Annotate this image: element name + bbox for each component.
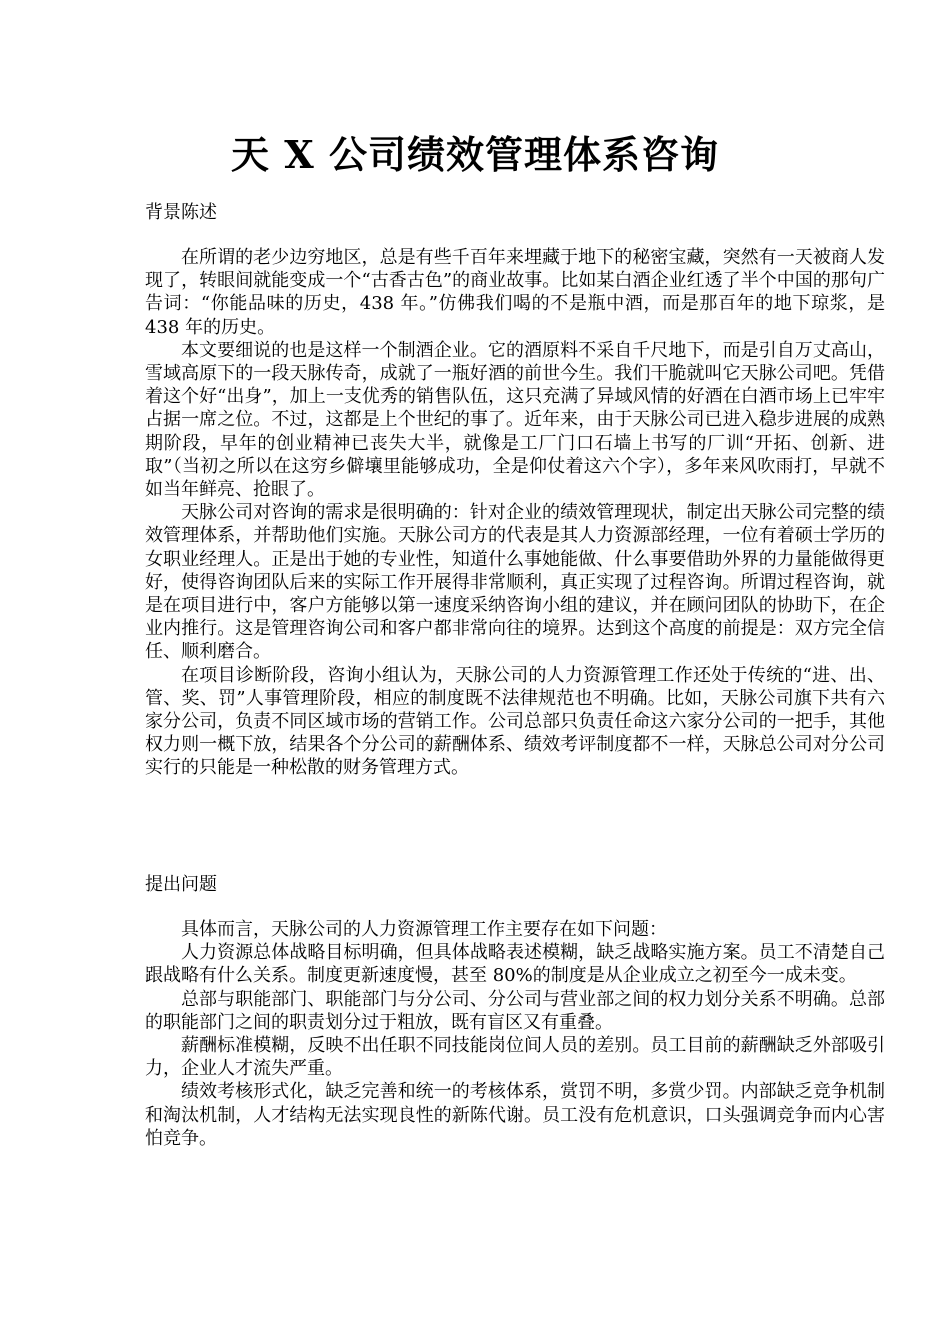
section-heading-problems: 提出问题 [145, 874, 217, 895]
paragraph: 人力资源总体战略目标明确，但具体战略表述模糊，缺乏战略实施方案。员工不清楚自己跟战略有什么关系。制度更新速度慢，甚至 80%的制度是从企业成立之初至今一成未变。 [145, 942, 885, 987]
paragraph: 绩效考核形式化，缺乏完善和统一的考核体系，赏罚不明，多赏少罚。内部缺乏竞争机制和淘汰机制，人才结构无法实现良性的新陈代谢。员工没有危机意识，口头强调竞争而内心害怕竞争。 [145, 1081, 885, 1149]
document-title: 天 X 公司绩效管理体系咨询 [231, 132, 719, 177]
section-body-problems [145, 918, 885, 1150]
paragraph: 在所谓的老少边穷地区，总是有些千百年来埋藏于地下的秘密宝藏，突然有一天被商人发现了，转眼间就能变成一个“古香古色”的商业故事。比如某白酒企业红透了半个中国的那句广告词：“你能品味的历史，438 年。”仿佛我们喝的不是瓶中酒，而是那百年的地下琼浆，是 438 年的历史。 [145, 247, 885, 338]
paragraph: 薪酬标准模糊，反映不出任职不同技能岗位间人员的差别。员工目前的薪酬缺乏外部吸引力，企业人才流失严重。 [145, 1035, 885, 1080]
paragraph: 天脉公司对咨询的需求是很明确的：针对企业的绩效管理现状，制定出天脉公司完整的绩效管理体系，并帮助他们实施。天脉公司方的代表是其人力资源部经理，一位有着硕士学历的女职业经理人。正是出于她的专业性，知道什么事她能做、什么事要借助外界的力量能做得更好，使得咨询团队后来的实际工作开展得非常顺利，真正实现了过程咨询。所谓过程咨询，就是在项目进行中，客户方能够以第一速度采纳咨询小组的建议，并在顾问团队的协助下，在企业内推行。这是管理咨询公司和客户都非常向往的境界。达到这个高度的前提是：双方完全信任、顺利磨合。 [145, 502, 885, 663]
paragraph: 本文要细说的也是这样一个制酒企业。它的酒原料不采自千尺地下，而是引自万丈高山，雪域高原下的一段天脉传奇，成就了一瓶好酒的前世今生。我们干脆就叫它天脉公司吧。凭借着这个好“出身”，加上一支优秀的销售队伍，这只充满了异域风情的好酒在白酒市场上已牢牢占据一席之位。不过，这都是上个世纪的事了。近年来，由于天脉公司已进入稳步进展的成熟期阶段，早年的创业精神已丧失大半，就像是工厂门口石墙上书写的厂训“开拓、创新、进取”（当初之所以在这穷乡僻壤里能够成功，全是仰仗着这六个字），多年来风吹雨打，早就不如当年鲜亮、抢眼了。 [145, 339, 885, 501]
paragraph: 在项目诊断阶段，咨询小组认为，天脉公司的人力资源管理工作还处于传统的“进、出、管、奖、罚”人事管理阶段，相应的制度既不法律规范也不明确。比如，天脉公司旗下共有六家分公司，负责不同区域市场的营销工作。公司总部只负责任命这六家分公司的一把手，其他权力则一概下放，结果各个分公司的薪酬体系、绩效考评制度都不一样，天脉总公司对分公司实行的只能是一种松散的财务管理方式。 [145, 664, 885, 779]
section-heading-background: 背景陈述 [145, 202, 217, 223]
section-body-background [145, 246, 885, 780]
paragraph: 具体而言，天脉公司的人力资源管理工作主要存在如下问题： [181, 919, 667, 940]
paragraph: 总部与职能部门、职能部门与分公司、分公司与营业部之间的权力划分关系不明确。总部的职能部门之间的职责划分过于粗放，既有盲区又有重叠。 [145, 988, 885, 1033]
